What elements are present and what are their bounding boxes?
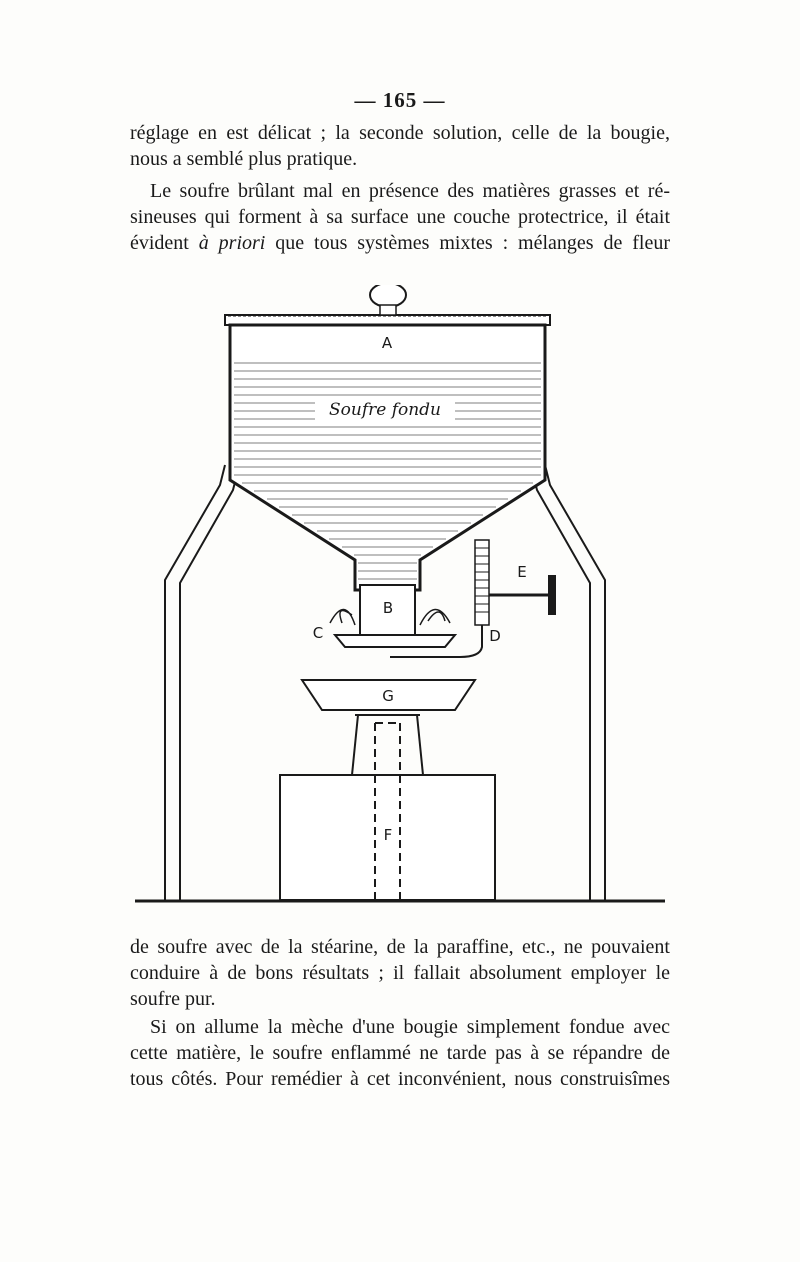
- crank-handle: [548, 575, 556, 615]
- label-f: F: [383, 826, 393, 844]
- text-run: que tous systèmes mixtes : mélanges de fleur: [265, 232, 670, 254]
- label-g: G: [382, 687, 394, 705]
- sulfur-reservoir: [230, 325, 545, 590]
- flame-icon: [330, 609, 355, 625]
- paragraph-line: cette matière, le soufre enflammé ne tarde pas à se répandre de: [130, 1042, 670, 1064]
- text-run: évident: [130, 232, 199, 254]
- paragraph-line: tous côtés. Pour remédier à cet inconvénient, nous construisîmes: [130, 1068, 670, 1090]
- paragraph-line: Si on allume la mèche d'une bougie simplement fondue avec: [150, 1016, 670, 1038]
- italic-text: à priori: [198, 232, 266, 254]
- paragraph-line: Le soufre brûlant mal en présence des matières grasses et ré-: [150, 180, 670, 202]
- flame-icon: [420, 609, 450, 625]
- wick-chamber: [313, 585, 455, 647]
- apparatus-drawing: [130, 285, 670, 915]
- molten-sulfur-inscription: Soufre fondu: [328, 400, 442, 420]
- label-c: C: [312, 624, 324, 642]
- paragraph-line: sineuses qui forment à sa surface une couche protectrice, il était: [130, 206, 670, 228]
- label-d: D: [489, 627, 501, 645]
- paragraph-line: nous a semblé plus pratique.: [130, 148, 358, 170]
- apparatus-figure: [130, 285, 670, 915]
- lid: [225, 285, 550, 325]
- wick-cup: [335, 635, 455, 647]
- label-a: A: [381, 334, 393, 352]
- page-number: — 165 —: [354, 88, 446, 112]
- label-e: E: [517, 563, 527, 581]
- knob-icon: [370, 285, 406, 307]
- paragraph-line: réglage en est délicat ; la seconde solution, celle de la bougie,: [130, 122, 670, 144]
- paragraph-line: conduire à de bons résultats ; il fallait absolument employer le: [130, 962, 670, 984]
- label-b: B: [382, 599, 394, 617]
- paragraph-line: de soufre avec de la stéarine, de la paraffine, etc., ne pouvaient: [130, 936, 670, 958]
- stand-and-base: [280, 715, 495, 900]
- paragraph-line: soufre pur.: [130, 988, 216, 1010]
- paragraph-line: [130, 230, 670, 256]
- collecting-dish: [302, 680, 475, 710]
